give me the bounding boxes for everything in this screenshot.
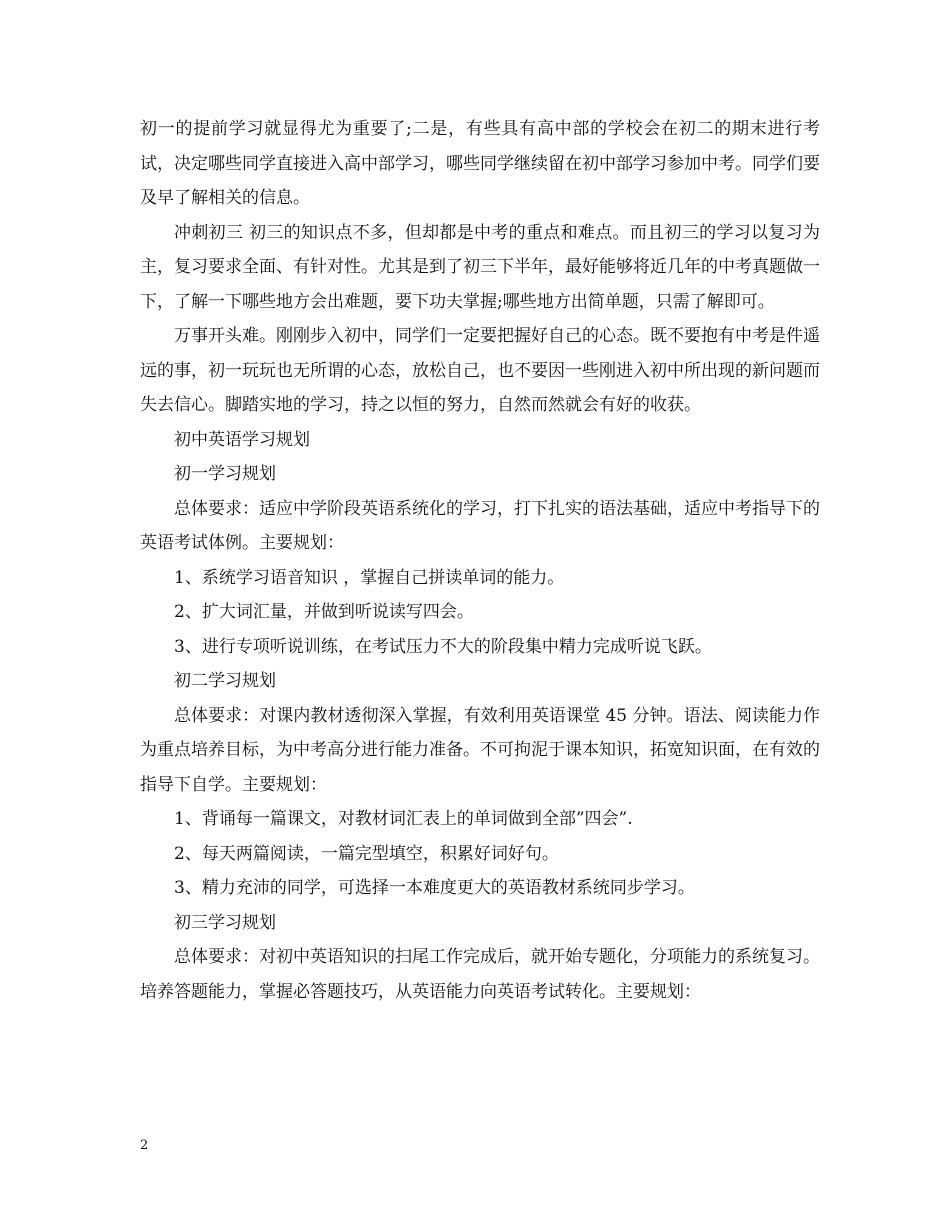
paragraph-sprint-grade3: 冲刺初三 初三的知识点不多，但却都是中考的重点和难点。而且初三的学习以复习为主，复习要求全面、有针对性。尤其是到了初三下半年，最好能够将近几年的中考真题做一下，了解一下哪些地方会出难题，要下功夫掌握;哪些地方出简单题，只需了解即可。 (140, 222, 820, 312)
list-item-grade1-3: 3、进行专项听说训练，在考试压力不大的阶段集中精力完成听说飞跃。 (174, 636, 712, 657)
page-number: 2 (140, 1138, 149, 1153)
paragraph-continuation: 初一的提前学习就显得尤为重要了;二是，有些具有高中部的学校会在初二的期末进行考试，决定哪些同学直接进入高中部学习，哪些同学继续留在初中部学习参加中考。同学们要及早了解相关的信息。 (140, 119, 820, 208)
heading-english-plan: 初中英语学习规划 (174, 429, 310, 450)
paragraph-grade2-requirement: 总体要求：对课内教材透彻深入掌握，有效利用英语课堂 45 分钟。语法、阅读能力作为重点培养目标，为中考高分进行能力准备。不可拘泥于课本知识，拓宽知识面，在有效的指导下自学。主要规划： (140, 705, 820, 795)
paragraph-grade1-requirement: 总体要求：适应中学阶段英语系统化的学习，打下扎实的语法基础，适应中考指导下的英语考试体例。主要规划： (140, 498, 820, 553)
list-item-grade2-3: 3、精力充沛的同学，可选择一本难度更大的英语教材系统同步学习。 (174, 878, 695, 898)
list-item-grade2-2: 2、每天两篇阅读，一篇完型填空，积累好词好句。 (174, 843, 559, 864)
list-item-grade2-1: 1、背诵每一篇课文，对教材词汇表上的单词做到全部”四会”. (174, 809, 633, 829)
list-item-grade1-1: 1、系统学习语音知识 ，掌握自己拼读单词的能力。 (174, 567, 565, 588)
heading-grade2-plan: 初二学习规划 (174, 671, 276, 691)
heading-grade1-plan: 初一学习规划 (174, 464, 276, 484)
paragraph-mindset: 万事开头难。刚刚步入初中，同学们一定要把握好自己的心态。既不要抱有中考是件遥远的事，初一玩玩也无所谓的心态，放松自己，也不要因一些刚进入初中所出现的新问题而失去信心。脚踏实地的学习，持之以恒的努力，自然而然就会有好的收获。 (140, 326, 820, 415)
document-body (140, 112, 820, 1009)
list-item-grade1-2: 2、扩大词汇量，并做到听说读写四会。 (174, 602, 474, 622)
heading-grade3-plan: 初三学习规划 (174, 912, 276, 933)
paragraph-grade3-requirement: 总体要求：对初中英语知识的扫尾工作完成后，就开始专题化，分项能力的系统复习。培养答题能力，掌握必答题技巧，从英语能力向英语考试转化。主要规划： (140, 947, 820, 1002)
